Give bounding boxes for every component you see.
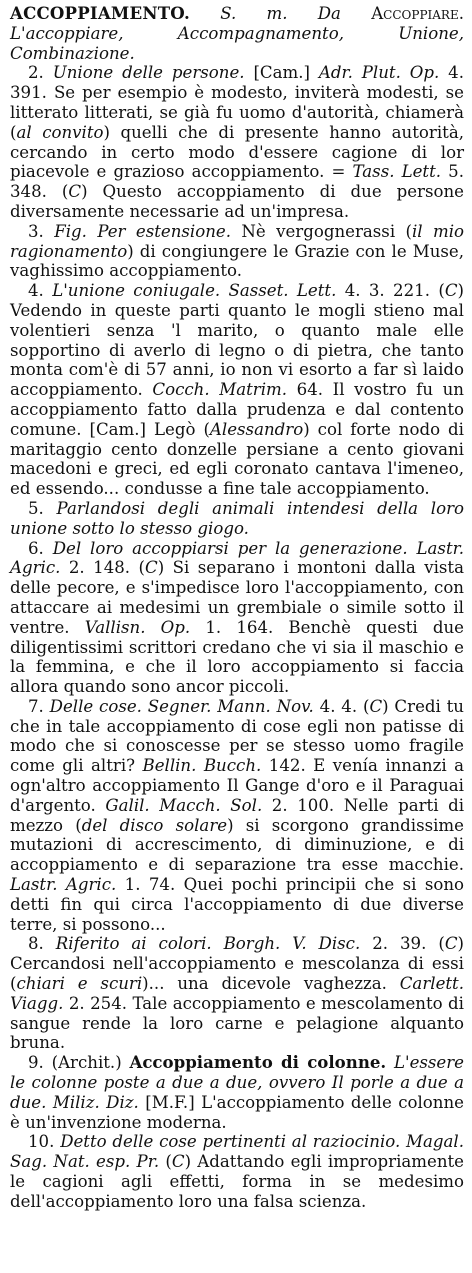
text-run: chiari e scuri: [16, 974, 143, 994]
text-run: Adr. Plut. Op.: [318, 63, 440, 83]
text-run: 2. 254. Tale accoppiamento e mescolamento di sangue rende la loro carne e pelagione alquanto bruna.: [10, 993, 464, 1053]
text-run: 4.: [28, 281, 53, 301]
text-run: 2. 100. Nelle parti di mezzo (: [10, 795, 464, 835]
text-run: 6.: [28, 538, 53, 558]
headword: ACCOPPIAMENTO.: [10, 3, 190, 23]
text-run: C: [171, 1152, 185, 1172]
text-run: Alessandro: [209, 419, 304, 439]
text-run: [190, 4, 220, 23]
text-run: Detto delle cose pertinenti al raziocinio. Magal. Sag. Nat. esp. Pr.: [10, 1132, 464, 1172]
sense-4: [10, 281, 464, 499]
text-run: 1. 74. Quei pochi principii che si sono detti fin qui circa l'accoppiamento di due diverse terre, si possono...: [10, 875, 465, 934]
text-run: 4. 4. (: [313, 696, 370, 716]
text-run: ) Adattando egli impropriamente le cagioni agli effetti, forma in se medesimo dell'accoppiamento loro una falsa scienza.: [10, 1152, 464, 1211]
text-run: ) quelli che di presente hanno autorità, cercando in certo modo d'essere cagione di lor piacevole e grazioso accoppiamento. =: [10, 122, 464, 182]
text-run: ) Si separano i montoni dalla vista delle pecore, e s'impedisce loro l'accoppiamento, con attaccare ai medesimi un grembiale o simile sotto il ventre.: [10, 558, 464, 637]
text-run: Carlett. Viagg.: [10, 974, 464, 1013]
text-run: ) col forte nodo di maritaggio cento donzelle persiane a cento giovani macedoni e greci, ed egli coronato cantava l'imeneo, ed essendo... condusse a fine tale accoppiamento.: [10, 419, 464, 499]
text-run: ) Cercandosi nell'accoppiamento e mescolanza di essi (: [10, 934, 464, 994]
text-run: 64. Il vostro fu un accoppiamento fatto dalla prudenza e dal contento comune. [Cam.] Legò (: [10, 380, 464, 439]
text-run: 4. 391. Se per esempio è modesto, inviterà modesti, se litterato litterati, se già fu uomo d'autorità, chiamerà (: [10, 63, 465, 142]
text-run: C: [369, 696, 383, 716]
text-run: il mio ragionamento: [10, 221, 465, 261]
sense-2: [10, 63, 464, 221]
text-run: ) Vedendo in queste parti quanto le mogli stieno mal volentieri senza 'l marito, o quanto male elle sopportino di averlo di legno o di pietra, che tanto monta com'è di 57 anni, io non vi esorto a far sì laido accoppiamento.: [10, 281, 464, 400]
text-run: [Cam.]: [244, 63, 319, 83]
text-run: 1. 164. Benchè questi due diligentissimi scrittori credano che vi sia il maschio e la femmina, e che il loro accoppiamento si faccia allora quando sono ancor piccoli.: [10, 617, 465, 697]
text-run: Delle cose. Segner. Mann. Nov.: [49, 696, 314, 716]
text-run: 2. 148. (: [60, 558, 145, 578]
text-run: [386, 1053, 394, 1072]
sense-9: [10, 1053, 464, 1132]
text-run: 142. E venía innanzi a ogn'altro accoppiamento Il Gange d'oro e il Paraguai d'argento.: [10, 756, 464, 815]
text-run: 8.: [28, 934, 56, 954]
text-run: Vallisn. Op.: [84, 617, 191, 637]
text-run: L'accoppiare, Accompagnamento, Unione, Combinazione.: [10, 23, 464, 63]
text-run: Riferito ai colori. Borgh. V. Disc.: [55, 934, 361, 954]
text-run: 2. 39. (: [360, 934, 445, 954]
text-run: .: [458, 4, 465, 23]
text-run: 9. (Archit.): [28, 1053, 130, 1073]
text-run: C: [444, 281, 458, 301]
text-run: Unione delle persone.: [52, 63, 245, 83]
text-run: 2.: [28, 63, 53, 83]
text-run: 4. 3. 221. (: [336, 281, 445, 301]
text-run: Cocch. Matrim.: [152, 380, 288, 400]
sense-5: [10, 499, 464, 539]
text-run: C: [68, 182, 82, 202]
text-run: del disco solare: [81, 815, 228, 835]
text-run: al convito: [16, 122, 104, 142]
text-run: )... una dicevole vaghezza.: [142, 974, 400, 994]
text-run: L'unione coniugale. Sasset. Lett.: [52, 281, 337, 301]
text-run: 10.: [28, 1132, 61, 1152]
text-run: ) Questo accoppiamento di due persone diversamente necessarie ad un'impresa.: [10, 182, 464, 221]
text-run: L'essere le colonne poste a due a due, ovvero Il porle a due a due. Miliz. Diz.: [10, 1053, 464, 1112]
text-run: 5.: [28, 498, 57, 518]
text-run: [M.F.] L'accoppiamento delle colonne è un'invenzione moderna.: [10, 1092, 464, 1132]
text-run: 7.: [28, 696, 50, 716]
text-run: Galil. Macch. Sol.: [105, 795, 263, 815]
text-run: Parlandosi degli animali intendesi della loro unione sotto lo stesso giogo.: [10, 498, 464, 538]
sense-3: [10, 222, 464, 281]
sense-6: [10, 539, 464, 697]
text-run: Del loro accoppiarsi per la generazione. Lastr. Agric.: [10, 538, 464, 578]
text-run: Tass. Lett.: [352, 162, 442, 182]
text-run: ) si scorgono grandissime mutazioni di accrescimento, di diminuzione, e di accoppiamento e di separazione tra esse macchie.: [10, 815, 464, 875]
text-run: Nè vergognerassi (: [230, 221, 412, 241]
sense-7: [10, 697, 464, 935]
text-run: Accoppiamento di colonne.: [129, 1052, 387, 1073]
text-run: S. m. Da: [220, 4, 341, 23]
text-run: 5. 348. (: [10, 162, 464, 202]
sense-10: [10, 1132, 464, 1211]
entry-headword-paragraph: [10, 4, 464, 63]
sense-8: [10, 934, 464, 1053]
text-run: (: [159, 1152, 172, 1172]
text-run: Accoppiare: [371, 4, 459, 23]
text-run: [341, 4, 371, 23]
text-run: Lastr. Agric.: [10, 875, 117, 895]
text-run: Bellin. Bucch.: [142, 756, 262, 776]
text-run: 3.: [28, 221, 55, 241]
text-run: C: [145, 558, 158, 578]
text-run: Fig. Per estensione.: [54, 221, 231, 241]
text-run: ) Credi tu che in tale accoppiamento di cose egli non patisse di modo che si conoscesse per se stesso uomo fragile come gli altri?: [10, 696, 464, 776]
text-run: C: [444, 934, 458, 954]
text-run: ) di congiungere le Grazie con le Muse, vaghissimo accoppiamento.: [10, 241, 464, 281]
